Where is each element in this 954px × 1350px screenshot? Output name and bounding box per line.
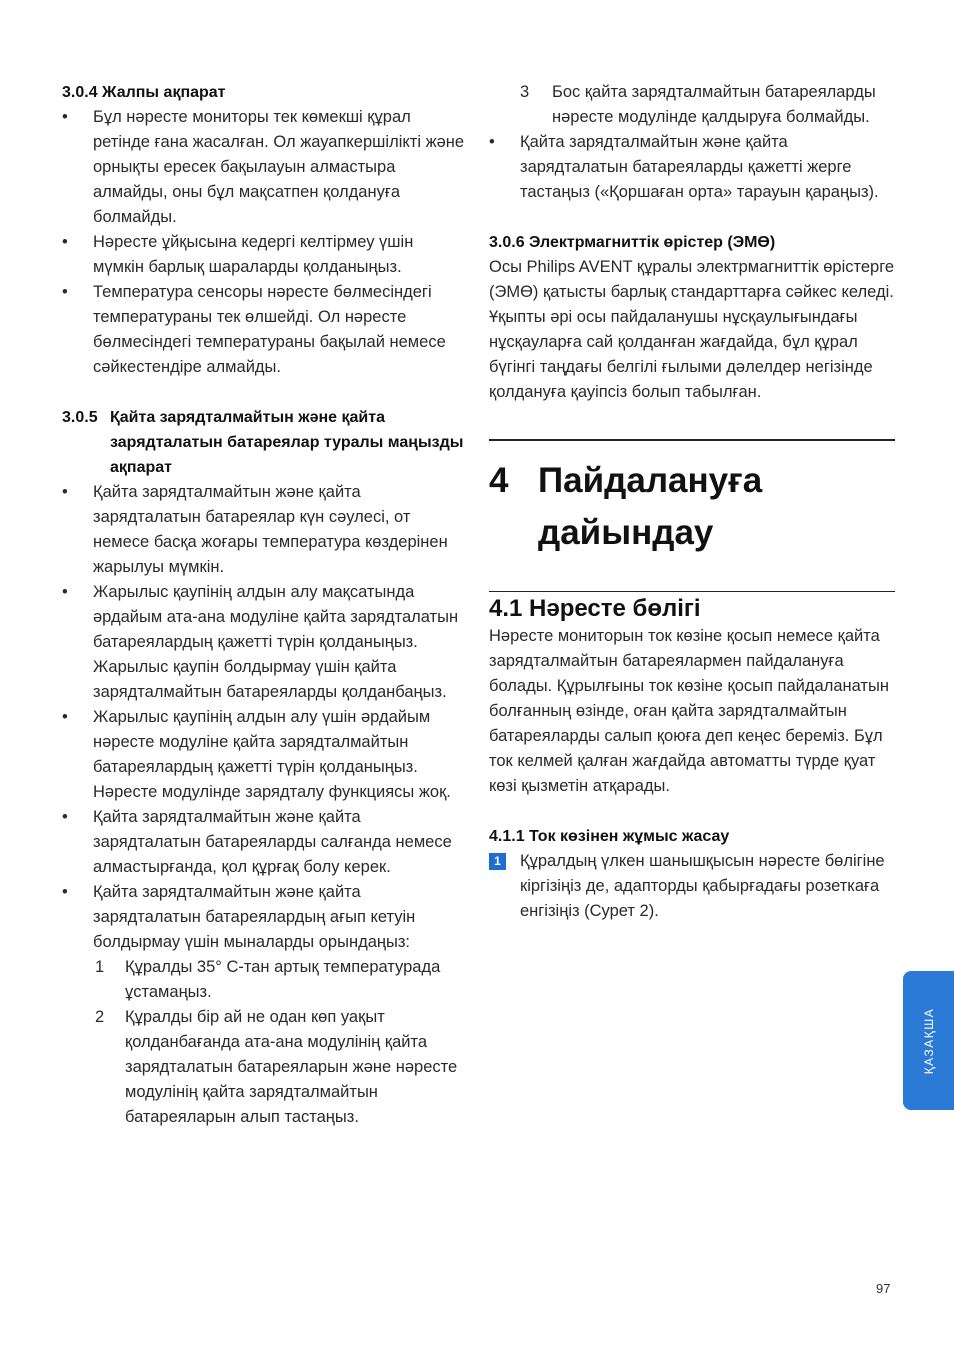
page-number: 97 bbox=[876, 1281, 891, 1296]
language-label: ҚАЗАҚША bbox=[921, 1007, 936, 1074]
bullet-text: Жарылыс қаупінің алдын алу үшін әрдайым нәресте модуліне қайта зарядталмайтын батареялардың қажетті түрін қолданыңыз. Нәресте модулінде зарядталу функциясы жоқ. bbox=[93, 708, 451, 801]
chapter-number: 4 bbox=[489, 461, 509, 500]
bullet-text: Қайта зарядталмайтын және қайта зарядталатын батареяларды қажетті жерге тастаңыз («Қоршаған орта» тарауын қараңыз). bbox=[520, 133, 879, 201]
section-number: 3.0.5 bbox=[62, 409, 98, 426]
bullet-item bbox=[62, 580, 466, 705]
chapter-title-line-2: дайындау bbox=[538, 513, 714, 552]
section-3-0-4-heading bbox=[62, 80, 466, 105]
chapter-title-line-1: Пайдалануға bbox=[538, 461, 763, 500]
section-3-0-5-heading bbox=[62, 405, 466, 480]
bullet-text: Қайта зарядталмайтын және қайта зарядталатын батареяларды салғанда немесе алмастырғанда, қол құрғақ болу керек. bbox=[93, 808, 452, 876]
bullet-icon: • bbox=[62, 808, 68, 826]
section-title: Жалпы ақпарат bbox=[102, 84, 226, 101]
bullet-item bbox=[62, 230, 466, 280]
bullet-icon: • bbox=[489, 133, 495, 151]
item-text: Құралды бір ай не одан көп уақыт қолданбағанда ата-ана модулінің қайта зарядталатын батареяларын және нәресте модулінің қайта зарядталмайтын батареяларын алып тастаңыз. bbox=[125, 1008, 458, 1126]
section-title: Қайта зарядталмайтын және қайта зарядталатын батареялар туралы маңызды ақпарат bbox=[110, 409, 464, 476]
section-number: 3.0.6 bbox=[489, 234, 525, 251]
item-number: 3 bbox=[520, 83, 530, 101]
section-3-0-6-body: Осы Philips AVENT құралы электрмагниттік өрістерге (ЭМӨ) қатысты барлық стандарттарға сәйкес келеді. Ұқыпты әрі осы пайдаланушы нұсқаулығындағы нұсқауларға сай қолданған жағдайда, бұл құрал бүгінгі таңдағы белгілі ғылыми дәлелдер негізінде қолдануға қауіпсіз болып табылған. bbox=[489, 258, 895, 401]
item-number: 1 bbox=[95, 958, 105, 976]
section-title: Электрмагниттік өрістер (ЭМӨ) bbox=[529, 234, 776, 251]
item-text: Бос қайта зарядталмайтын батареяларды нәресте модулінде қалдыруға болмайды. bbox=[552, 83, 876, 126]
bullet-icon: • bbox=[62, 483, 68, 501]
bullet-icon: • bbox=[62, 883, 68, 901]
chapter-heading bbox=[489, 455, 895, 559]
step-text: Құралдың үлкен шанышқысын нәресте бөлігіне кіргізіңіз де, адапторды қабырғадағы розеткаға енгізіңіз (Сурет 2). bbox=[520, 852, 885, 920]
step-item bbox=[489, 849, 895, 924]
numbered-item bbox=[489, 80, 895, 130]
bullet-text: Қайта зарядталмайтын және қайта зарядталатын батареялардың ағып кетуін болдырмау үшін мыналарды орындаңыз: bbox=[93, 883, 416, 951]
section-4-1-heading: 4.1 Нәресте бөлігі bbox=[489, 595, 701, 622]
bullet-item bbox=[62, 480, 466, 580]
section-3-0-6-heading bbox=[489, 230, 895, 255]
left-column bbox=[62, 80, 466, 1130]
item-number: 2 bbox=[95, 1008, 105, 1026]
bullet-item bbox=[62, 705, 466, 805]
right-column bbox=[489, 80, 895, 924]
bullet-icon: • bbox=[62, 583, 68, 601]
bullet-text: Бұл нәресте мониторы тек көмекші құрал ретінде ғана жасалған. Ол жауапкершілікті және орнықты ересек бақылауын алмастыра алмайды, оны бұл мақсатпен қолдануға болмайды. bbox=[93, 108, 465, 226]
section-4-1-1-heading: 4.1.1 Ток көзінен жұмыс жасау bbox=[489, 828, 730, 845]
bullet-icon: • bbox=[62, 708, 68, 726]
bullet-item bbox=[62, 880, 466, 955]
bullet-item bbox=[62, 805, 466, 880]
step-number-badge: 1 bbox=[489, 853, 506, 870]
bullet-item bbox=[62, 280, 466, 380]
item-text: Құралды 35° С-тан артық температурада ұстамаңыз. bbox=[125, 958, 441, 1001]
section-4-1-body: Нәресте мониторын ток көзіне қосып немесе қайта зарядталмайтын батареялармен пайдалануға болады. Құрылғыны ток көзіне қосып пайдаланатын болғанның өзінде, оған қайта зарядталмайтын батареяларды салып қоюға деп кеңес береміз. Бұл ток келмей қалған жағдайда автоматты түрде қуат көзі қызметін атқарады. bbox=[489, 627, 889, 795]
bullet-item bbox=[62, 105, 466, 230]
numbered-item bbox=[62, 1005, 466, 1130]
bullet-item bbox=[489, 130, 895, 205]
numbered-item bbox=[62, 955, 466, 1005]
section-number: 3.0.4 bbox=[62, 84, 98, 101]
bullet-icon: • bbox=[62, 233, 68, 251]
bullet-icon: • bbox=[62, 283, 68, 301]
language-side-tab bbox=[903, 971, 954, 1110]
bullet-text: Қайта зарядталмайтын және қайта зарядталатын батареялар күн сәулесі, от немесе басқа жоғары температура көздерінен жарылуы мүмкін. bbox=[93, 483, 448, 576]
bullet-text: Нәресте ұйқысына кедергі келтірмеу үшін мүмкін барлық шараларды қолданыңыз. bbox=[93, 233, 414, 276]
bullet-text: Температура сенсоры нәресте бөлмесіндегі температураны тек өлшейді. Ол нәресте бөлмесіндегі температураны бақылай немесе сәйкестендіре алмайды. bbox=[93, 283, 446, 376]
bullet-text: Жарылыс қаупінің алдын алу мақсатында әрдайым ата-ана модуліне қайта зарядталатын батареялардың қажетті түрін қолданыңыз. Жарылыс қаупін болдырмау үшін қайта зарядталмайтын батареяларды қолданбаңыз. bbox=[93, 583, 459, 701]
bullet-icon: • bbox=[62, 108, 68, 126]
